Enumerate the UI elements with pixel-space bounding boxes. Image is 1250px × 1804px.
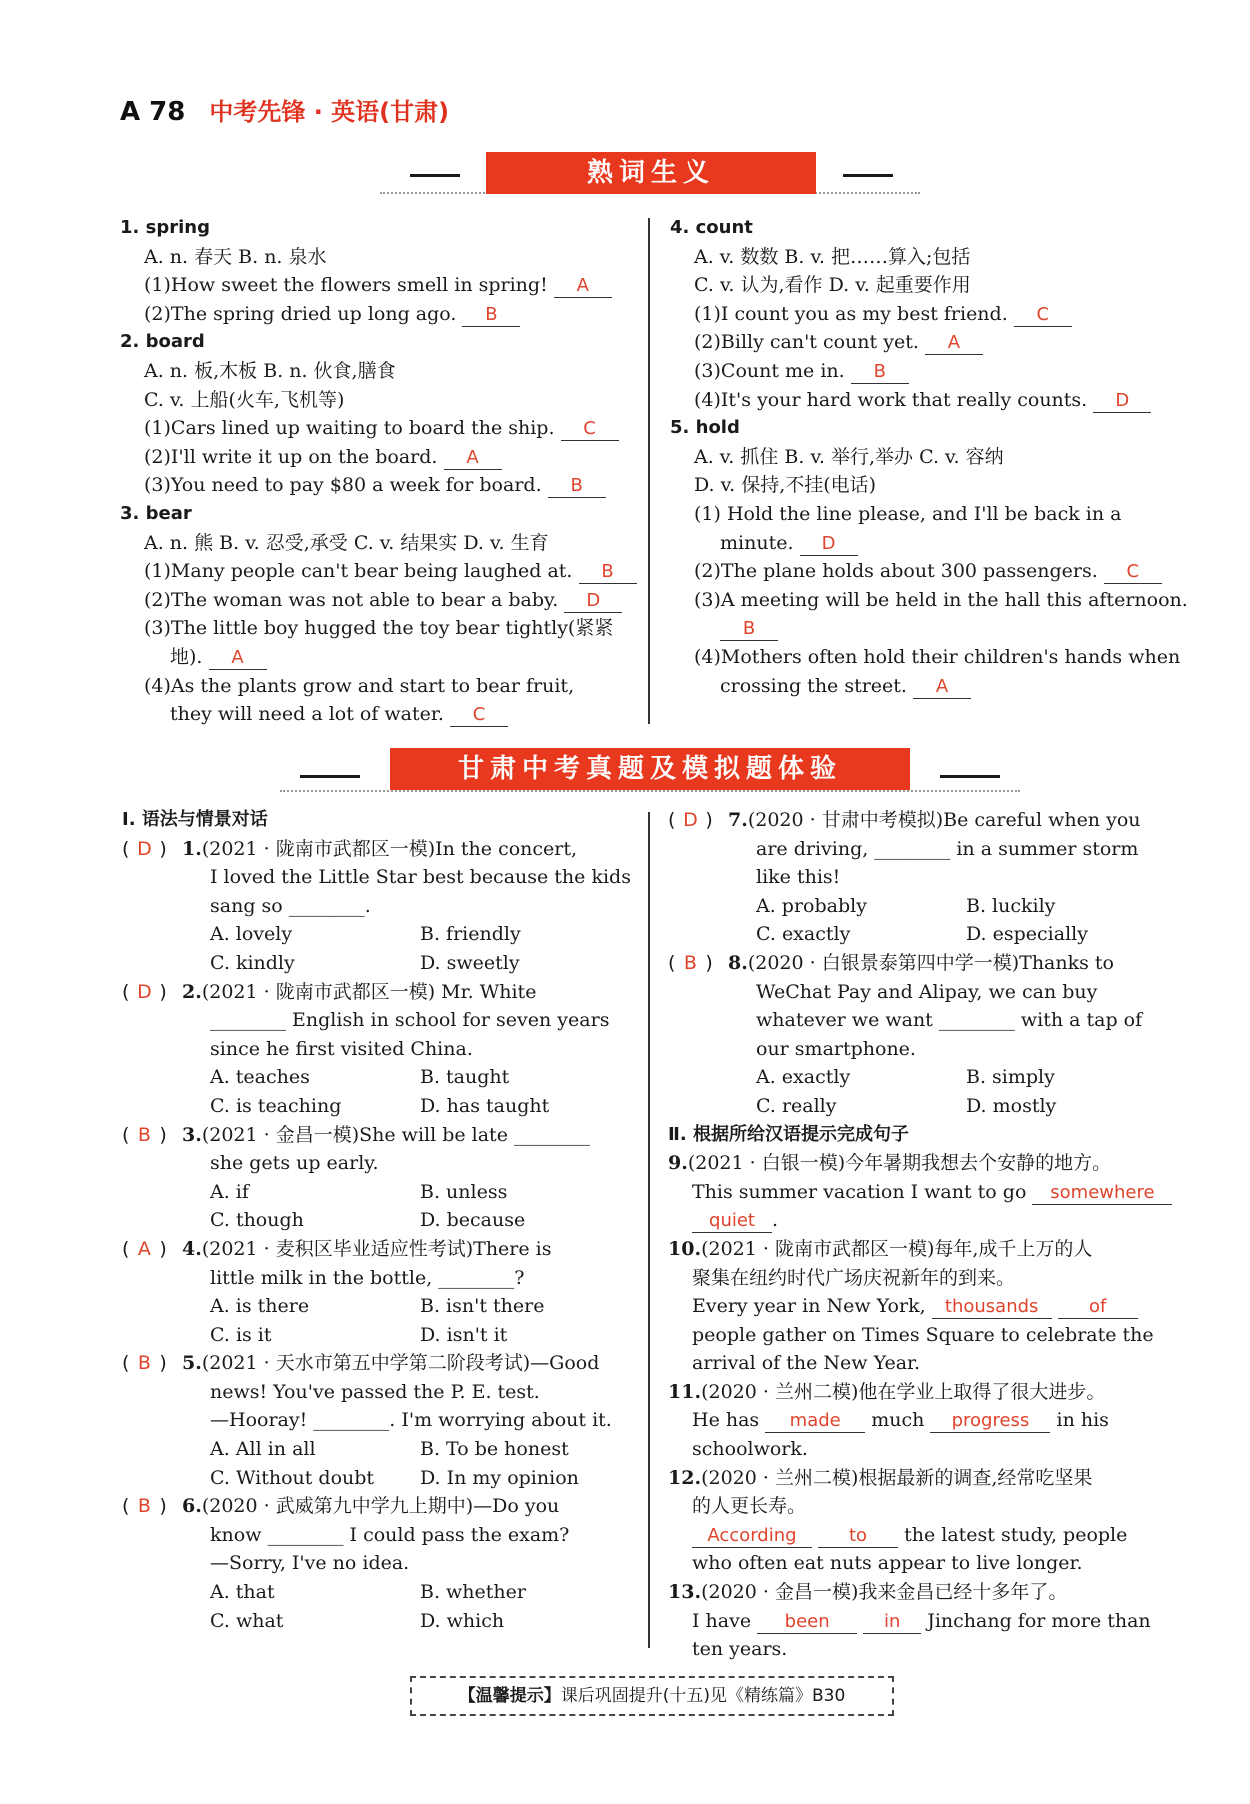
- example-sentence-cont: minute. D: [670, 529, 1190, 558]
- answer: B: [579, 561, 637, 584]
- fill-10: 10.(2021 · 陇南市武都区一模)每年,成千上万的人: [668, 1237, 1093, 1260]
- question-line: news! You've passed the P. E. test.: [210, 1380, 540, 1403]
- question-4: ( A ) 4.(2021 · 麦积区毕业适应性考试)There is: [122, 1235, 638, 1264]
- option: C. kindly: [210, 951, 295, 974]
- options: [668, 892, 1194, 921]
- option: C. really: [756, 1094, 837, 1117]
- example-sentence: (1) Hold the line please, and I'll be back in a: [694, 502, 1122, 525]
- question-line: I loved the Little Star best because the kids: [210, 866, 631, 889]
- answer: D: [137, 980, 152, 1003]
- answer: A: [209, 647, 267, 670]
- fill-line: who often eat nuts appear to live longer.: [692, 1552, 1083, 1575]
- example-sentence: (3)You need to pay $80 a week for board. B: [120, 471, 640, 500]
- answer: B: [720, 618, 778, 641]
- question-1: ( D ) 1.(2021 · 陇南市武都区一模)In the concert,: [122, 835, 638, 864]
- example-sentence: (3)The little boy hugged the toy bear tightly(紧紧: [144, 617, 614, 640]
- vocab-banner: 熟词生义: [486, 152, 816, 194]
- option: B. To be honest: [420, 1438, 569, 1461]
- option: A. if: [210, 1180, 249, 1203]
- option: B. taught: [420, 1066, 510, 1089]
- question-line: are driving, ________ in a summer storm: [756, 837, 1139, 860]
- word-definitions: A. v. 数数 B. v. 把……算入;包括: [694, 245, 971, 268]
- option: D. especially: [966, 923, 1088, 946]
- option: C. what: [210, 1609, 284, 1632]
- banner-rule-left: [410, 174, 460, 177]
- answer: been: [757, 1611, 857, 1634]
- answer-paren: ( B ): [122, 1121, 182, 1150]
- example-sentence: (3)Count me in. B: [670, 357, 1190, 386]
- fill-cn: 聚集在纽约时代广场庆祝新年的到来。: [692, 1266, 1016, 1289]
- example-sentence: (4)As the plants grow and start to bear fruit,: [144, 674, 575, 697]
- vocab-right-column: [670, 214, 1190, 700]
- word-definitions: C. v. 上船(火车,飞机等): [144, 388, 345, 411]
- option: D. which: [420, 1609, 505, 1632]
- option: B. simply: [966, 1066, 1055, 1089]
- question-line: since he first visited China.: [210, 1037, 473, 1060]
- question-line: whatever we want ________ with a tap of: [756, 1009, 1143, 1032]
- option: C. though: [210, 1209, 304, 1232]
- example-sentence: (3)A meeting will be held in the hall this afternoon.: [694, 588, 1188, 611]
- options: [122, 1292, 638, 1321]
- fill-line: According to the latest study, people: [668, 1521, 1194, 1550]
- options: [122, 1206, 638, 1235]
- word-definitions: D. v. 保持,不挂(电话): [694, 474, 877, 497]
- word-definitions: C. v. 认为,看作 D. v. 起重要作用: [694, 274, 971, 297]
- tip-box: [410, 1676, 894, 1716]
- example-sentence: (1)I count you as my best friend. C: [670, 300, 1190, 329]
- answer: C: [450, 704, 508, 727]
- banner-rule-right: [940, 775, 1000, 778]
- exam-banner: 甘肃中考真题及模拟题体验: [390, 748, 910, 790]
- option: D. mostly: [966, 1094, 1057, 1117]
- example-sentence: (2)I'll write it up on the board. A: [120, 443, 640, 472]
- column-divider-top: [648, 218, 650, 724]
- option: A. is there: [210, 1295, 310, 1318]
- example-sentence: (1)How sweet the flowers smell in spring! A: [120, 271, 640, 300]
- options: [668, 1092, 1194, 1121]
- answer: C: [1104, 561, 1162, 584]
- option: A. exactly: [756, 1066, 851, 1089]
- answer: A: [554, 275, 612, 298]
- example-sentence-cont: crossing the street. A: [670, 672, 1190, 701]
- option: B. unless: [420, 1180, 508, 1203]
- exam-left-column: [122, 806, 638, 1635]
- fill-line: people gather on Times Square to celebrate the: [692, 1323, 1154, 1346]
- example-sentence: (4)Mothers often hold their children's hands when: [694, 645, 1181, 668]
- options: [122, 920, 638, 949]
- word-heading: 1. spring: [120, 217, 210, 238]
- answer: B: [683, 951, 697, 974]
- question-2: ( D ) 2.(2021 · 陇南市武都区一模) Mr. White: [122, 978, 638, 1007]
- answer: somewhere: [1032, 1182, 1172, 1205]
- example-sentence-cont: [670, 614, 1190, 643]
- options: [668, 1063, 1194, 1092]
- answer: D: [683, 809, 698, 831]
- answer: D: [137, 837, 152, 860]
- option: D. sweetly: [420, 951, 520, 974]
- fill-line: Every year in New York, thousands of: [668, 1292, 1194, 1321]
- page-header: [120, 92, 449, 127]
- example-sentence-cont: 地). A: [120, 643, 640, 672]
- word-heading: 2. board: [120, 331, 205, 353]
- fill-line: He has made much progress in his: [692, 1409, 1109, 1432]
- question-3: ( B ) 3.(2021 · 金昌一模)She will be late ________: [122, 1121, 638, 1150]
- exam-right-column: [668, 806, 1194, 1664]
- option: C. is it: [210, 1323, 272, 1346]
- vocab-left-column: [120, 214, 640, 729]
- column-divider-bottom: [648, 812, 650, 1648]
- answer-paren: ( D ): [122, 978, 182, 1007]
- word-definitions: A. n. 熊 B. v. 忍受,承受 C. v. 结果实 D. v. 生育: [144, 531, 549, 554]
- banner-rule-right: [843, 174, 893, 177]
- answer-paren: ( B ): [122, 1349, 182, 1378]
- answer-paren: ( D ): [668, 806, 728, 835]
- word-definitions: A. n. 春天 B. n. 泉水: [144, 245, 327, 268]
- answer: B: [548, 475, 606, 498]
- answer-paren: ( B ): [668, 949, 728, 978]
- question-7: ( D ) 7.(2020 · 甘肃中考模拟)Be careful when you: [668, 806, 1194, 835]
- answer: A: [137, 1237, 151, 1260]
- answer: D: [564, 590, 622, 613]
- option: A. that: [210, 1581, 275, 1604]
- options: [668, 920, 1194, 949]
- option: C. exactly: [756, 923, 851, 946]
- answer: A: [925, 332, 983, 355]
- option: A. All in all: [210, 1438, 316, 1461]
- fill-line: quiet .: [668, 1206, 1194, 1235]
- option: A. teaches: [210, 1066, 310, 1089]
- fill-line: I have been in Jinchang for more than: [692, 1609, 1151, 1632]
- options: [122, 1092, 638, 1121]
- option: C. Without doubt: [210, 1466, 375, 1489]
- answer: According: [692, 1525, 812, 1548]
- option: D. In my opinion: [420, 1466, 579, 1489]
- example-sentence: (2)The spring dried up long ago. B: [120, 300, 640, 329]
- question-line: know ________ I could pass the exam?: [210, 1523, 570, 1546]
- answer: progress: [930, 1410, 1050, 1433]
- answer: B: [137, 1123, 151, 1146]
- example-sentence-cont: they will need a lot of water. C: [120, 700, 640, 729]
- question-line: —Sorry, I've no idea.: [210, 1552, 410, 1575]
- option: D. has taught: [420, 1094, 550, 1117]
- answer: quiet: [692, 1210, 772, 1233]
- example-sentence: (2)The woman was not able to bear a baby. D: [120, 586, 640, 615]
- answer: D: [800, 533, 858, 556]
- answer: B: [462, 304, 520, 327]
- page-number: A 78: [120, 97, 186, 127]
- word-heading: 3. bear: [120, 502, 192, 524]
- word-heading: 5. hold: [670, 417, 740, 439]
- section-title: Ⅰ. 语法与情景对话: [122, 809, 268, 830]
- example-sentence: (2)Billy can't count yet. A: [670, 328, 1190, 357]
- answer: D: [1093, 390, 1151, 413]
- options: [122, 1464, 638, 1493]
- answer: of: [1058, 1296, 1138, 1319]
- options: [122, 1063, 638, 1092]
- fill-line: schoolwork.: [692, 1438, 808, 1461]
- question-6: ( B ) 6.(2020 · 武威第九中学九上期中)—Do you: [122, 1492, 638, 1521]
- fill-9: 9.(2021 · 白银一模)今年暑期我想去个安静的地方。: [668, 1152, 1112, 1175]
- options: [122, 949, 638, 978]
- banner-rule-left: [300, 775, 360, 778]
- answer-paren: ( D ): [122, 835, 182, 864]
- answer-paren: ( B ): [122, 1492, 182, 1521]
- fill-12: 12.(2020 · 兰州二模)根据最新的调查,经常吃坚果: [668, 1466, 1093, 1489]
- question-line: she gets up early.: [210, 1152, 379, 1175]
- option: B. whether: [420, 1581, 526, 1604]
- options: [122, 1178, 638, 1207]
- example-sentence: (4)It's your hard work that really counts. D: [670, 386, 1190, 415]
- answer-paren: ( A ): [122, 1235, 182, 1264]
- fill-line: This summer vacation I want to go somewhere: [668, 1178, 1194, 1207]
- answer: B: [137, 1352, 151, 1375]
- example-sentence: (2)The plane holds about 300 passengers. C: [670, 557, 1190, 586]
- example-sentence: (1)Cars lined up waiting to board the ship. C: [120, 414, 640, 443]
- answer: B: [137, 1495, 151, 1518]
- answer: to: [818, 1525, 898, 1548]
- tip-label: 【温馨提示】: [458, 1686, 561, 1706]
- answer: A: [444, 447, 502, 470]
- option: B. luckily: [966, 894, 1056, 917]
- question-8: ( B ) 8.(2020 · 白银景泰第四中学一模)Thanks to: [668, 949, 1194, 978]
- answer: in: [863, 1611, 921, 1634]
- options: [122, 1435, 638, 1464]
- options: [122, 1607, 638, 1636]
- section-title: Ⅱ. 根据所给汉语提示完成句子: [668, 1123, 909, 1145]
- question-line: —Hooray! ________. I'm worrying about it.: [210, 1409, 612, 1432]
- word-definitions: A. n. 板,木板 B. n. 伙食,膳食: [144, 359, 396, 382]
- answer: C: [561, 418, 619, 441]
- word-heading: 4. count: [670, 217, 753, 238]
- option: A. probably: [756, 894, 867, 917]
- question-line: like this!: [756, 866, 841, 889]
- example-sentence: (1)Many people can't bear being laughed at. B: [120, 557, 640, 586]
- tip-text: 课后巩固提升(十五)见《精练篇》B30: [560, 1686, 846, 1706]
- options: [122, 1578, 638, 1607]
- option: C. is teaching: [210, 1094, 342, 1117]
- fill-line: ten years.: [692, 1638, 788, 1661]
- word-definitions: A. v. 抓住 B. v. 举行,举办 C. v. 容纳: [694, 445, 1004, 468]
- question-line: little milk in the bottle, ________?: [210, 1266, 525, 1289]
- option: B. friendly: [420, 923, 521, 946]
- banner-dots: [280, 790, 1020, 796]
- book-title: 中考先锋 · 英语(甘肃): [209, 98, 450, 126]
- question-line: our smartphone.: [756, 1037, 916, 1060]
- fill-line: arrival of the New Year.: [692, 1352, 921, 1375]
- answer: C: [1014, 304, 1072, 327]
- question-line: sang so ________.: [210, 894, 371, 917]
- answer: B: [851, 361, 909, 384]
- answer: A: [913, 676, 971, 699]
- option: D. because: [420, 1209, 526, 1232]
- fill-11: 11.(2020 · 兰州二模)他在学业上取得了很大进步。: [668, 1380, 1106, 1403]
- question-line: WeChat Pay and Alipay, we can buy: [756, 980, 1098, 1003]
- options: [122, 1321, 638, 1350]
- question-5: ( B ) 5.(2021 · 天水市第五中学第二阶段考试)—Good: [122, 1349, 638, 1378]
- option: D. isn't it: [420, 1323, 508, 1346]
- question-line: ________ English in school for seven years: [210, 1009, 610, 1032]
- option: B. isn't there: [420, 1295, 545, 1318]
- option: A. lovely: [210, 923, 293, 946]
- answer: thousands: [932, 1296, 1052, 1319]
- answer: made: [765, 1410, 865, 1433]
- fill-cn: 的人更长寿。: [692, 1495, 807, 1518]
- fill-13: 13.(2020 · 金昌一模)我来金昌已经十多年了。: [668, 1581, 1068, 1604]
